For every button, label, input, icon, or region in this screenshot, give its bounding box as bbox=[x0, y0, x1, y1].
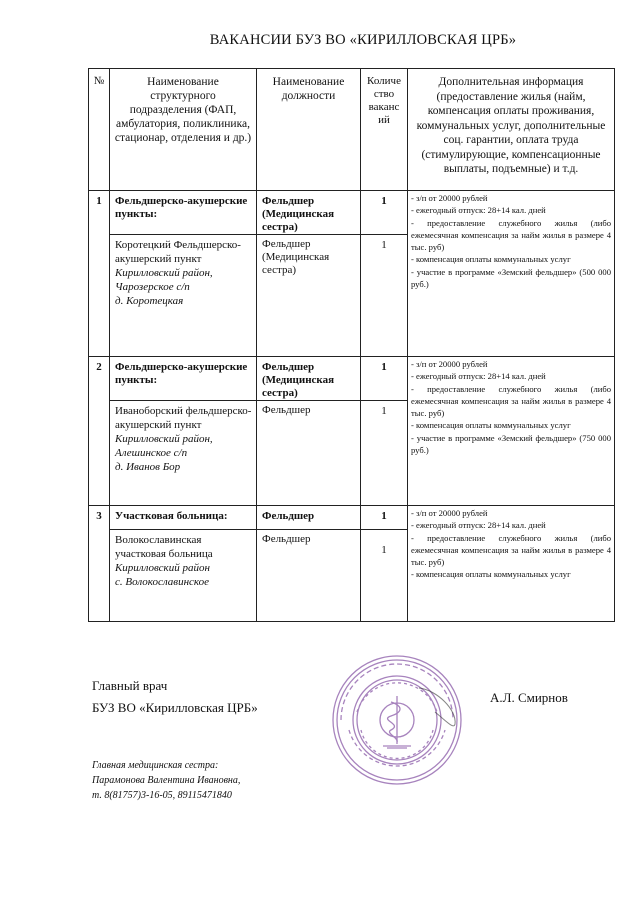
facility-village: д. Иванов Бор bbox=[115, 461, 181, 473]
contact-role: Главная медицинская сестра: bbox=[92, 760, 219, 771]
vacancy-count: 1 bbox=[361, 506, 408, 530]
info-item: - ежегодный отпуск: 28+14 кал. дней bbox=[411, 205, 546, 216]
table-row bbox=[89, 506, 615, 530]
additional-info bbox=[408, 357, 615, 506]
unit-name: Участковая больница: bbox=[110, 506, 257, 530]
row-number: 1 bbox=[89, 191, 110, 357]
signature-block bbox=[92, 675, 258, 719]
position-name: Фельдшер bbox=[257, 506, 361, 530]
header-num: № bbox=[89, 69, 110, 191]
facility-name: Иваноборский фельдшерско-акушерский пункт bbox=[115, 405, 252, 431]
additional-info bbox=[408, 506, 615, 622]
info-item: - компенсация оплаты коммунальных услуг bbox=[411, 254, 571, 265]
header-info: Дополнительная информация (предоставление жилья (найм, компенсация оплаты проживания, коммунальных услуг, дополнительные соц. гарантии, оплата труда (стимулирующие, компенсационные выплаты, подъемные) и т.д. bbox=[408, 69, 615, 191]
facility-district: Кирилловский район bbox=[115, 562, 210, 574]
document-title: ВАКАНСИИ БУЗ ВО «КИРИЛЛОВСКАЯ ЦРБ» bbox=[209, 32, 517, 48]
header-position: Наименование должности bbox=[257, 69, 361, 191]
info-item: - ежегодный отпуск: 28+14 кал. дней bbox=[411, 520, 546, 531]
facility-settlement: Чарозерское с/п bbox=[115, 281, 190, 293]
info-item: - компенсация оплаты коммунальных услуг bbox=[411, 569, 571, 580]
info-item: - з/п от 20000 рублей bbox=[411, 193, 488, 203]
facility-name: Волокославинская участковая больница bbox=[115, 534, 213, 560]
info-item: - ежегодный отпуск: 28+14 кал. дней bbox=[411, 371, 546, 382]
table-row bbox=[89, 191, 615, 235]
info-item: - предоставление служебного жилья (либо ежемесячная компенсация за найм жилья в размере 4 тыс. руб) bbox=[411, 217, 611, 253]
facility-settlement: Алешинское с/п bbox=[115, 447, 188, 459]
contact-person: Парамонова Валентина Ивановна, bbox=[92, 775, 241, 786]
facility-cell bbox=[110, 401, 257, 506]
header-unit: Наименование структурного подразделения (ФАП, амбулатория, поликлиника, стационар, отделения и др.) bbox=[110, 69, 257, 191]
stamp-seal-icon bbox=[327, 650, 467, 790]
table-row bbox=[89, 357, 615, 401]
facility-district: Кирилловский район, bbox=[115, 267, 213, 279]
facility-vacancy-count: 1 bbox=[361, 235, 408, 357]
facility-cell bbox=[110, 530, 257, 622]
facility-position: Фельдшер (Медицинская сестра) bbox=[257, 235, 361, 357]
signature-position: Главный врач bbox=[92, 678, 168, 693]
facility-position: Фельдшер bbox=[257, 401, 361, 506]
additional-info bbox=[408, 191, 615, 357]
vacancy-count: 1 bbox=[361, 191, 408, 235]
facility-village: д. Коротецкая bbox=[115, 295, 184, 307]
info-item: - компенсация оплаты коммунальных услуг bbox=[411, 420, 571, 431]
position-name: Фельдшер (Медицинская сестра) bbox=[257, 357, 361, 401]
info-item: - участие в программе «Земский фельдшер» (500 000 руб.) bbox=[411, 266, 611, 290]
info-item: - участие в программе «Земский фельдшер» (750 000 руб.) bbox=[411, 432, 611, 456]
official-stamp bbox=[327, 650, 467, 795]
info-item: - з/п от 20000 рублей bbox=[411, 508, 488, 518]
facility-district: Кирилловский район, bbox=[115, 433, 213, 445]
header-count: Количе ство ваканс ий bbox=[361, 69, 408, 191]
info-item: - предоставление служебного жилья (либо ежемесячная компенсация за найм жилья в размере 4 тыс. руб) bbox=[411, 532, 611, 568]
facility-position: Фельдшер bbox=[257, 530, 361, 622]
position-name: Фельдшер (Медицинская сестра) bbox=[257, 191, 361, 235]
facility-settlement: с. Волокославинское bbox=[115, 576, 210, 588]
row-number: 2 bbox=[89, 357, 110, 506]
facility-vacancy-count: 1 bbox=[361, 401, 408, 506]
contact-block bbox=[92, 758, 240, 803]
info-item: - з/п от 20000 рублей bbox=[411, 359, 488, 369]
unit-name: Фельдшерско-акушерские пункты: bbox=[110, 357, 257, 401]
facility-vacancy-count: 1 bbox=[361, 530, 408, 622]
signature-name: А.Л. Смирнов bbox=[490, 690, 568, 705]
vacancy-count: 1 bbox=[361, 357, 408, 401]
row-number: 3 bbox=[89, 506, 110, 622]
unit-name: Фельдшерско-акушерские пункты: bbox=[110, 191, 257, 235]
facility-name: Коротецкий Фельдшерско-акушерский пункт bbox=[115, 239, 241, 265]
contact-phone: т. 8(81757)3-16-05, 89115471840 bbox=[92, 790, 232, 801]
facility-cell bbox=[110, 235, 257, 357]
info-item: - предоставление служебного жилья (либо ежемесячная компенсация за найм жилья в размере 4 тыс. руб) bbox=[411, 383, 611, 419]
vacancies-table bbox=[88, 68, 615, 622]
signature-organization: БУЗ ВО «Кирилловская ЦРБ» bbox=[92, 700, 258, 715]
table-header-row bbox=[89, 69, 615, 191]
